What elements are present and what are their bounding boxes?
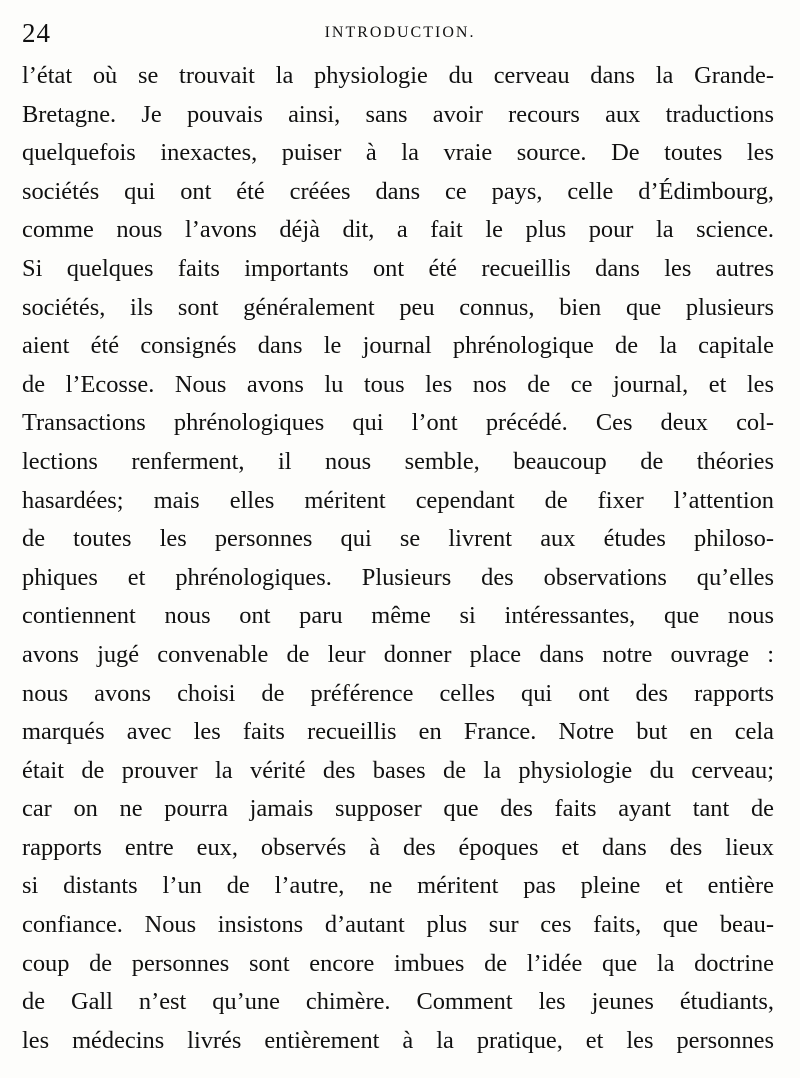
- text-line: comme nous l’avons déjà dit, a fait le plus pour la science.: [22, 216, 774, 244]
- text-line: contiennent nous ont paru même si intéressantes, que nous: [22, 602, 774, 630]
- text-line: lections renferment, il nous semble, beaucoup de théories: [22, 447, 774, 475]
- text-line: quelquefois inexactes, puiser à la vraie source. De toutes les: [22, 139, 774, 167]
- text-line: si distants l’un de l’autre, ne méritent pas pleine et entière: [22, 872, 774, 900]
- text-line: de Gall n’est qu’une chimère. Comment les jeunes étudiants,: [22, 988, 774, 1016]
- text-line: car on ne pourra jamais supposer que des faits ayant tant de: [22, 795, 774, 823]
- text-line: aient été consignés dans le journal phrénologique de la capitale: [22, 332, 774, 360]
- running-head: INTRODUCTION.: [324, 24, 476, 41]
- page-number: 24: [22, 18, 51, 48]
- text-line: Bretagne. Je pouvais ainsi, sans avoir recours aux traductions: [22, 100, 774, 128]
- text-line: sociétés qui ont été créées dans ce pays, celle d’Édimbourg,: [22, 177, 774, 205]
- text-line: l’état où se trouvait la physiologie du cerveau dans la Grande-: [22, 62, 774, 89]
- text-line: avons jugé convenable de leur donner place dans notre ouvrage :: [22, 640, 774, 668]
- text-line: hasardées; mais elles méritent cependant de fixer l’attention: [22, 486, 774, 514]
- text-line: était de prouver la vérité des bases de la physiologie du cerveau;: [22, 756, 774, 784]
- text-line: de l’Ecosse. Nous avons lu tous les nos de ce journal, et les: [22, 370, 774, 398]
- text-line: nous avons choisi de préférence celles qui ont des rapports: [22, 679, 774, 707]
- body-text: [22, 57, 774, 1060]
- text-line: confiance. Nous insistons d’autant plus sur ces faits, que beau-: [22, 911, 774, 939]
- text-line: Si quelques faits importants ont été recueillis dans les autres: [22, 254, 774, 282]
- text-line: marqués avec les faits recueillis en France. Notre but en cela: [22, 718, 774, 746]
- text-line: les médecins livrés entièrement à la pratique, et les personnes: [22, 1026, 774, 1054]
- text-line: sociétés, ils sont généralement peu connus, bien que plusieurs: [22, 293, 774, 321]
- text-line: de toutes les personnes qui se livrent aux études philoso-: [22, 525, 774, 553]
- text-line: Transactions phrénologiques qui l’ont précédé. Ces deux col-: [22, 409, 774, 437]
- text-line: phiques et phrénologiques. Plusieurs des observations qu’elles: [22, 563, 774, 591]
- text-line: coup de personnes sont encore imbues de l’idée que la doctrine: [22, 949, 774, 977]
- text-line: rapports entre eux, observés à des époques et dans des lieux: [22, 833, 774, 861]
